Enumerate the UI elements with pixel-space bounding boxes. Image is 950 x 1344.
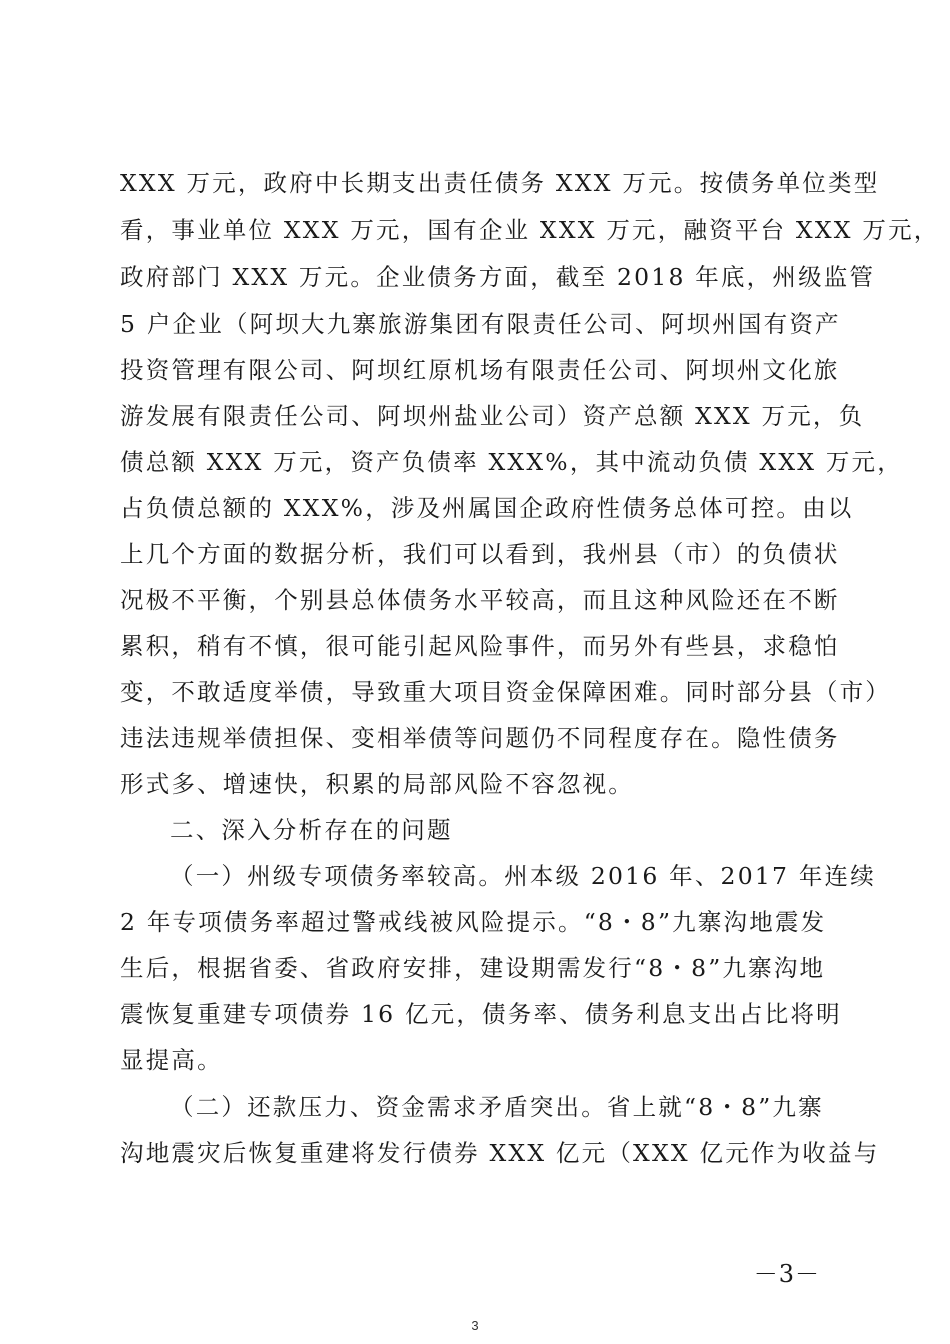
paragraph-line: 况极不平衡，个别县总体债务水平较高，而且这种风险还在不断 <box>120 586 840 614</box>
paragraph-line: 政府部门 XXX 万元。企业债务方面，截至 2018 年底，州级监管 <box>120 263 876 291</box>
paragraph-line: 看，事业单位 XXX 万元，国有企业 XXX 万元，融资平台 XXX 万元， <box>120 216 940 244</box>
section-heading: 二、深入分析存在的问题 <box>170 816 453 844</box>
subsection-heading-line: （二）还款压力、资金需求矛盾突出。省上就“8・8”九寨 <box>170 1093 824 1121</box>
paragraph-line: 5 户企业（阿坝大九寨旅游集团有限责任公司、阿坝州国有资产 <box>120 310 841 338</box>
paragraph-line: 累积，稍有不慎，很可能引起风险事件，而另外有些县，求稳怕 <box>120 632 840 660</box>
paragraph-line: 变，不敢适度举债，导致重大项目资金保障困难。同时部分县（市） <box>120 678 891 706</box>
page-number-mark: －3－ <box>753 1260 820 1288</box>
paragraph-line: 生后，根据省委、省政府安排，建设期需发行“8・8”九寨沟地 <box>120 954 826 982</box>
paragraph-line: 上几个方面的数据分析，我们可以看到，我州县（市）的负债状 <box>120 540 840 568</box>
paragraph-line: 占负债总额的 XXX%，涉及州属国企政府性债务总体可控。由以 <box>120 494 854 522</box>
paragraph-line: XXX 万元，政府中长期支出责任债务 XXX 万元。按债务单位类型 <box>120 169 880 197</box>
paragraph-line: 震恢复重建专项债券 16 亿元，债务率、债务利息支出占比将明 <box>120 1000 842 1028</box>
paragraph-line: 投资管理有限公司、阿坝红原机场有限责任公司、阿坝州文化旅 <box>120 356 840 384</box>
paragraph-line: 违法违规举债担保、变相举债等问题仍不同程度存在。隐性债务 <box>120 724 840 752</box>
paragraph-line: 显提高。 <box>120 1046 223 1074</box>
paragraph-line: 形式多、增速快，积累的局部风险不容忽视。 <box>120 770 634 798</box>
paragraph-line: 债总额 XXX 万元，资产负债率 XXX%，其中流动负债 XXX 万元， <box>120 448 903 476</box>
subsection-heading-line: （一）州级专项债务率较高。州本级 2016 年、2017 年连续 <box>170 862 876 890</box>
page-index: 3 <box>471 1318 479 1333</box>
paragraph-line: 游发展有限责任公司、阿坝州盐业公司）资产总额 XXX 万元，负 <box>120 402 865 430</box>
paragraph-line: 2 年专项债务率超过警戒线被风险提示。“8・8”九寨沟地震发 <box>120 908 827 936</box>
paragraph-line: 沟地震灾后恢复重建将发行债券 XXX 亿元（XXX 亿元作为收益与 <box>120 1139 880 1167</box>
